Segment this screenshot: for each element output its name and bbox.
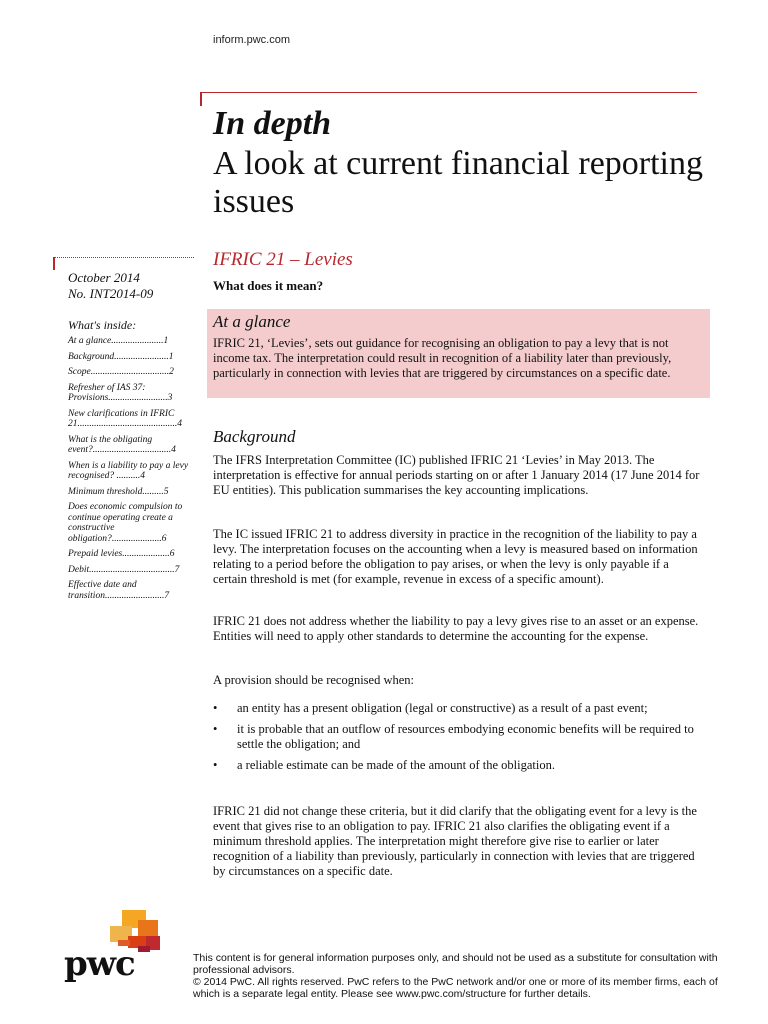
toc-item[interactable] [68, 383, 192, 404]
footer-disclaimer [193, 952, 733, 1000]
footer-line-1: This content is for general information purposes only, and should not be used as a substitute for consultation with professional advisors. [193, 952, 718, 976]
toc-item[interactable] [68, 487, 192, 498]
toc-leader: ....................... [114, 351, 169, 362]
toc-item[interactable] [68, 367, 192, 378]
toc-item-label: Minimum threshold [68, 486, 143, 497]
toc-item-label: Prepaid levies [68, 549, 123, 559]
toc-item-page: 7 [174, 564, 180, 575]
toc-item-page: 1 [168, 351, 174, 362]
toc-item-page: 1 [163, 336, 169, 346]
bullet-icon: • [213, 701, 218, 715]
toc-leader: .................................... [89, 564, 175, 575]
toc-leader: ................................. [92, 445, 172, 455]
toc-item-label: Effective date and transition [68, 580, 137, 601]
toc-item-page: 3 [167, 393, 173, 403]
toc-item-label: New clarifications in IFRIC 21 [68, 408, 175, 429]
toc-leader: ......................... [104, 590, 165, 601]
pwc-logo: pwc [64, 944, 135, 984]
sidebar-rule [53, 257, 194, 258]
list-item [213, 758, 705, 773]
at-a-glance-text: IFRIC 21, ‘Levies’, sets out guidance for recognising an obligation to pay a levy that is not income tax. The interpretation could result in recognition of a liability later than previously, particularly in connection with levies that are triggered by circumstances on a specific date. [213, 336, 672, 380]
page-subtitle: A look at current financial reporting issues [213, 145, 703, 220]
bullet-icon: • [213, 722, 218, 736]
toc-leader: .......... [114, 471, 141, 481]
toc-leader: ................................. [90, 367, 170, 377]
toc-item-page: 6 [161, 533, 167, 544]
issue-number: No. INT2014-09 [68, 286, 154, 301]
topic-title: IFRIC 21 – Levies [213, 249, 353, 270]
background-paragraph-3: IFRIC 21 does not address whether the liability to pay a levy gives rise to an asset or an expense. Entities will need to apply other standards to determine the accounting for the expense. [213, 614, 699, 643]
header-rule [200, 92, 697, 93]
toc-item-label: Does economic compulsion to continue operating create a constructive obligation? [68, 502, 183, 544]
bullet-icon: • [213, 758, 218, 772]
toc-item[interactable] [68, 435, 192, 456]
toc-item-page: 7 [164, 590, 170, 601]
toc-leader: ...................... [111, 336, 164, 346]
toc-item[interactable] [68, 352, 192, 363]
background-paragraph-4: A provision should be recognised when: [213, 673, 415, 687]
toc-leader: .................... [122, 549, 170, 559]
issue-date: October 2014 [68, 270, 140, 285]
list-item [213, 722, 705, 752]
background-paragraph-1: The IFRS Interpretation Committee (IC) published IFRIC 21 ‘Levies’ in May 2013. The interpretation is effective for annual periods starting on or after 1 January 2014 (17 June 2014 for EU entities). This publication summarises the key accounting implications. [213, 453, 700, 497]
background-paragraph-5: IFRIC 21 did not change these criteria, but it did clarify that the obligating event for a levy is the event that gives rise to an obligation to pay. IFRIC 21 also clarifies the obligating event if a minimum threshold applies. The interpretation might therefore give rise to earlier or later recognition of a liability than previously, particularly in connection with levies that are triggered by circumstances on a specific date. [213, 804, 697, 878]
toc-leader: ......... [142, 486, 164, 497]
toc-item-page: 5 [163, 486, 169, 497]
toc-item-label: Scope [68, 367, 91, 377]
list-item-text: a reliable estimate can be made of the amount of the obligation. [237, 758, 555, 772]
topic-question: What does it mean? [213, 278, 324, 293]
toc-item-page: 4 [171, 445, 176, 455]
logo-square [138, 946, 150, 952]
toc-leader: .......................................... [77, 419, 178, 429]
toc-item-page: 6 [169, 549, 175, 559]
toc-item-page: 2 [169, 367, 174, 377]
toc-leader: ..................... [111, 533, 162, 544]
toc-item[interactable] [68, 580, 192, 601]
issue-info [68, 270, 153, 302]
criteria-list [213, 701, 705, 779]
toc-item[interactable] [68, 461, 192, 482]
toc-item-label: What is the obligating event? [68, 434, 153, 455]
toc-item-label: Background [68, 351, 115, 362]
list-item [213, 701, 705, 716]
toc-item-page: 4 [177, 419, 182, 429]
toc-item[interactable] [68, 549, 192, 560]
background-heading: Background [213, 427, 296, 446]
toc-item[interactable] [68, 336, 192, 347]
toc-item[interactable] [68, 502, 192, 544]
list-item-text: it is probable that an outflow of resources embodying economic benefits will be required to settle the obligation; and [237, 722, 694, 751]
toc-item-label: Debit [68, 564, 90, 575]
list-item-text: an entity has a present obligation (legal or constructive) as a result of a past event; [237, 701, 648, 715]
header-rule-vertical [200, 92, 202, 106]
toc-item[interactable] [68, 565, 192, 576]
toc-item-label: At a glance [68, 336, 112, 346]
table-of-contents [68, 336, 192, 606]
page-title: In depth [213, 105, 332, 142]
at-a-glance-heading: At a glance [213, 312, 291, 331]
toc-item[interactable] [68, 409, 192, 430]
toc-item-label: Refresher of IAS 37: Provisions [68, 382, 146, 403]
sidebar-rule-vertical [53, 257, 55, 270]
toc-item-page: 4 [140, 471, 145, 481]
toc-item-label: When is a liability to pay a levy recognised? [68, 460, 189, 481]
background-paragraph-2: The IC issued IFRIC 21 to address diversity in practice in the recognition of the liability to pay a levy. The interpretation focuses on the accounting when a levy is measured based on information relating to a period before the obligation to pay arises, or when the levy is only payable if a certain threshold is met (for example, revenue in excess of a specific amount). [213, 527, 698, 586]
toc-leader: ......................... [108, 393, 168, 403]
footer-line-2: © 2014 PwC. All rights reserved. PwC refers to the PwC network and/or one or more of its member firms, each of which is a separate legal entity. Please see www.pwc.com/structure for further details. [193, 976, 718, 1000]
toc-heading: What's inside: [68, 318, 137, 332]
site-url[interactable]: inform.pwc.com [213, 34, 291, 46]
